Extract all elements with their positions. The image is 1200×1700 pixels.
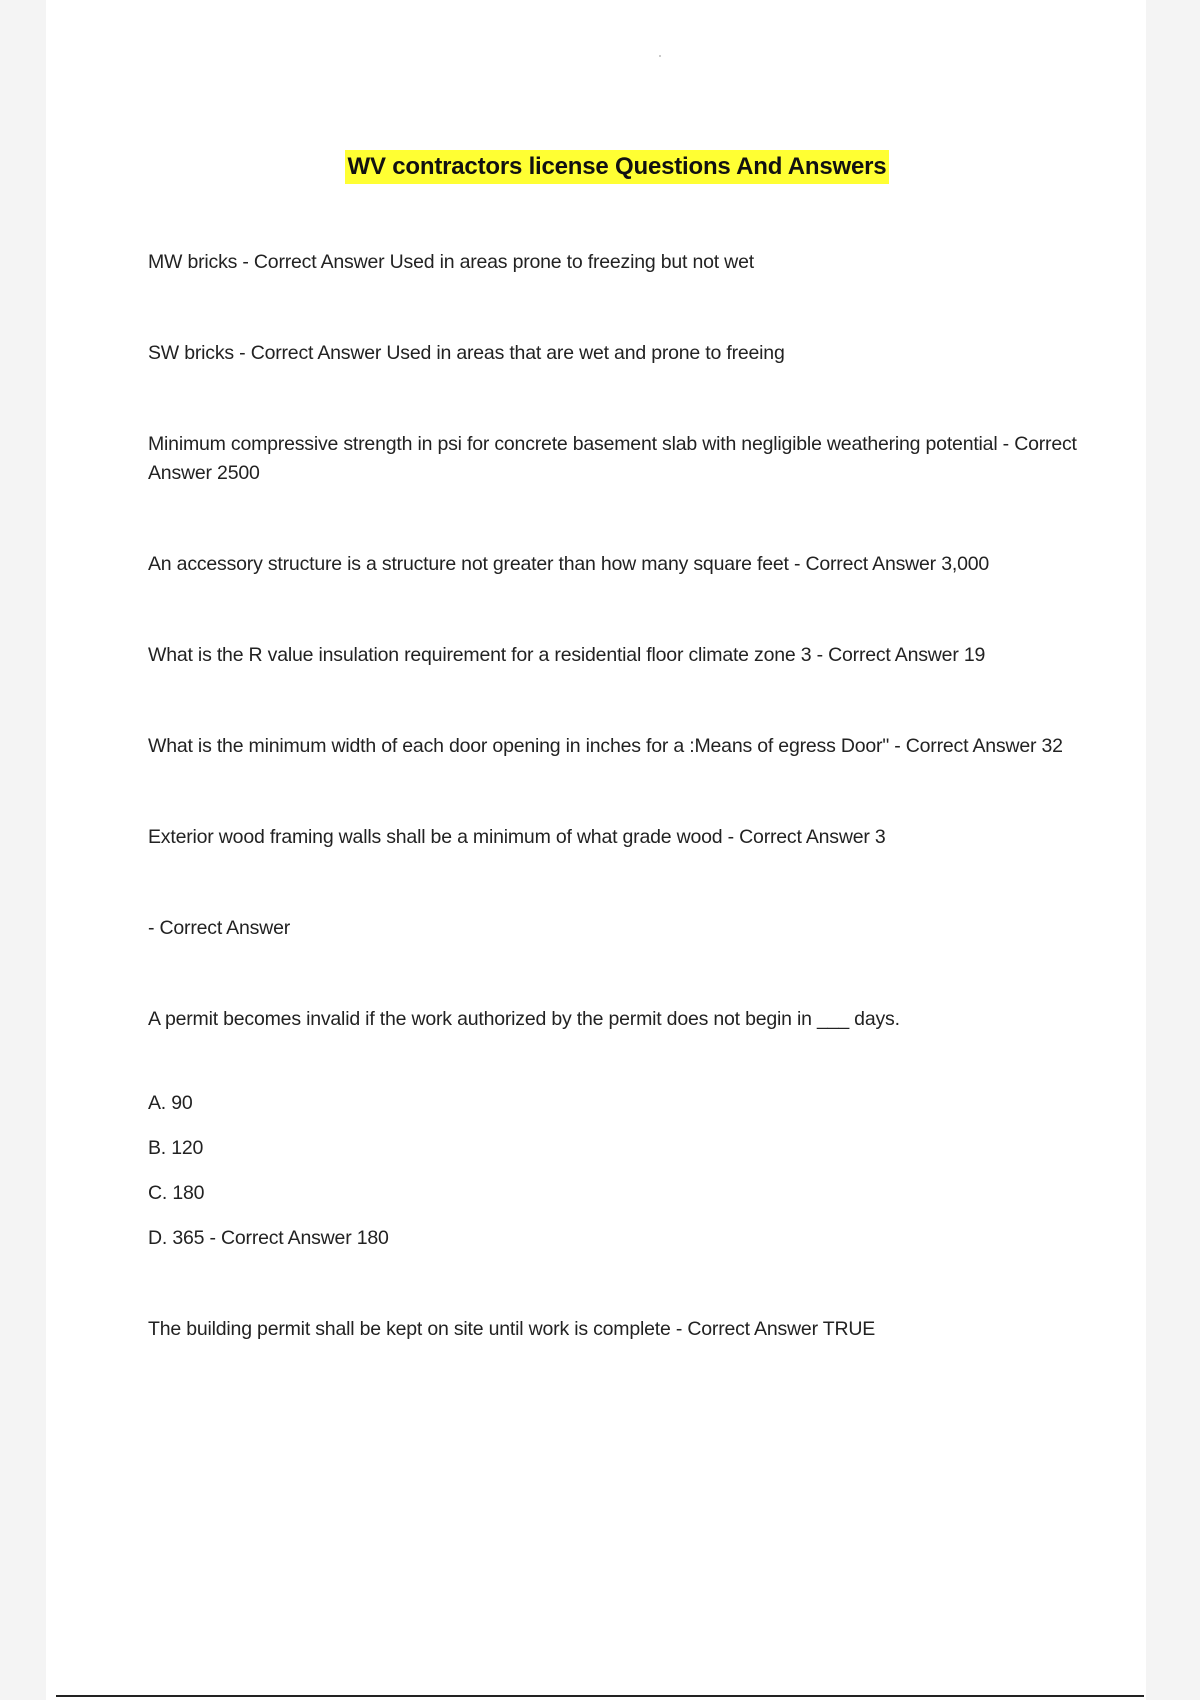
qa-item	[148, 339, 1088, 368]
qa-item-empty	[148, 914, 1088, 943]
answer-text: Used in areas that are wet and prone to freeing	[386, 342, 785, 364]
separator: -	[722, 826, 740, 848]
choice-item	[148, 1224, 1088, 1253]
answer-prefix: Correct Answer	[905, 735, 1042, 757]
question-text: A permit becomes invalid if the work authorized by the permit does not begin in ___ days.	[148, 1008, 900, 1030]
answer-prefix: Correct Answer	[805, 553, 942, 575]
answer-prefix: Correct Answer	[221, 1227, 357, 1249]
bottom-divider	[56, 1695, 1144, 1697]
question-text: The building permit shall be kept on site until work is complete	[148, 1318, 671, 1340]
answer-prefix: Correct Answer	[687, 1318, 823, 1340]
separator: -	[811, 644, 829, 666]
answer-text: 180	[356, 1227, 389, 1249]
answer-prefix: Correct Answer	[250, 342, 387, 364]
separator: -	[670, 1318, 688, 1340]
question-text: An accessory structure is a structure not greater than how many square feet	[148, 553, 789, 575]
question-text: SW bricks	[148, 342, 234, 364]
qa-item	[148, 248, 1088, 277]
answer-prefix: Correct Answer	[159, 917, 291, 939]
answer-text: 19	[963, 644, 986, 666]
choice-item	[148, 1179, 1088, 1208]
answer-text: 3,000	[941, 553, 990, 575]
separator: -	[233, 342, 251, 364]
answer-prefix: Correct Answer	[828, 644, 964, 666]
separator: -	[889, 735, 906, 757]
separator: -	[237, 251, 254, 273]
separator: -	[788, 553, 806, 575]
qa-item	[148, 550, 1088, 579]
answer-prefix: Correct Answer	[739, 826, 875, 848]
answer-text: Used in areas prone to freezing but not wet	[389, 251, 754, 273]
qa-item	[148, 823, 1088, 852]
choice-text: D. 365	[148, 1227, 205, 1249]
choice-text: C. 180	[148, 1182, 205, 1204]
qa-item	[148, 430, 1088, 488]
question-text: Minimum compressive strength in psi for concrete basement slab with negligible weathering potential	[148, 433, 998, 455]
separator: -	[148, 917, 160, 939]
qa-list	[148, 248, 1088, 1406]
answer-text: 3	[874, 826, 886, 848]
answer-text: 32	[1041, 735, 1063, 757]
qa-item	[148, 641, 1088, 670]
choice-item	[148, 1134, 1088, 1163]
question-text: Exterior wood framing walls shall be a minimum of what grade wood	[148, 826, 723, 848]
choice-list	[148, 1089, 1088, 1253]
qa-item	[148, 1005, 1088, 1034]
title-container	[0, 150, 1200, 184]
choice-item	[148, 1089, 1088, 1118]
choice-text: A. 90	[148, 1092, 193, 1114]
question-text: What is the minimum width of each door opening in inches for a :Means of egress Door"	[148, 735, 890, 757]
question-text: MW bricks	[148, 251, 238, 273]
question-text: What is the R value insulation requirement for a residential floor climate zone 3	[148, 644, 812, 666]
separator: -	[997, 433, 1015, 455]
qa-item	[148, 1315, 1088, 1344]
qa-item	[148, 732, 1088, 761]
page-mark	[659, 55, 661, 57]
answer-text: 2500	[217, 462, 260, 484]
document-title: WV contractors license Questions And Answers	[345, 150, 890, 184]
choice-text: B. 120	[148, 1137, 204, 1159]
answer-prefix: Correct Answer	[148, 433, 1077, 484]
separator: -	[204, 1227, 221, 1249]
answer-prefix: Correct Answer	[253, 251, 390, 273]
answer-text: TRUE	[822, 1318, 876, 1340]
